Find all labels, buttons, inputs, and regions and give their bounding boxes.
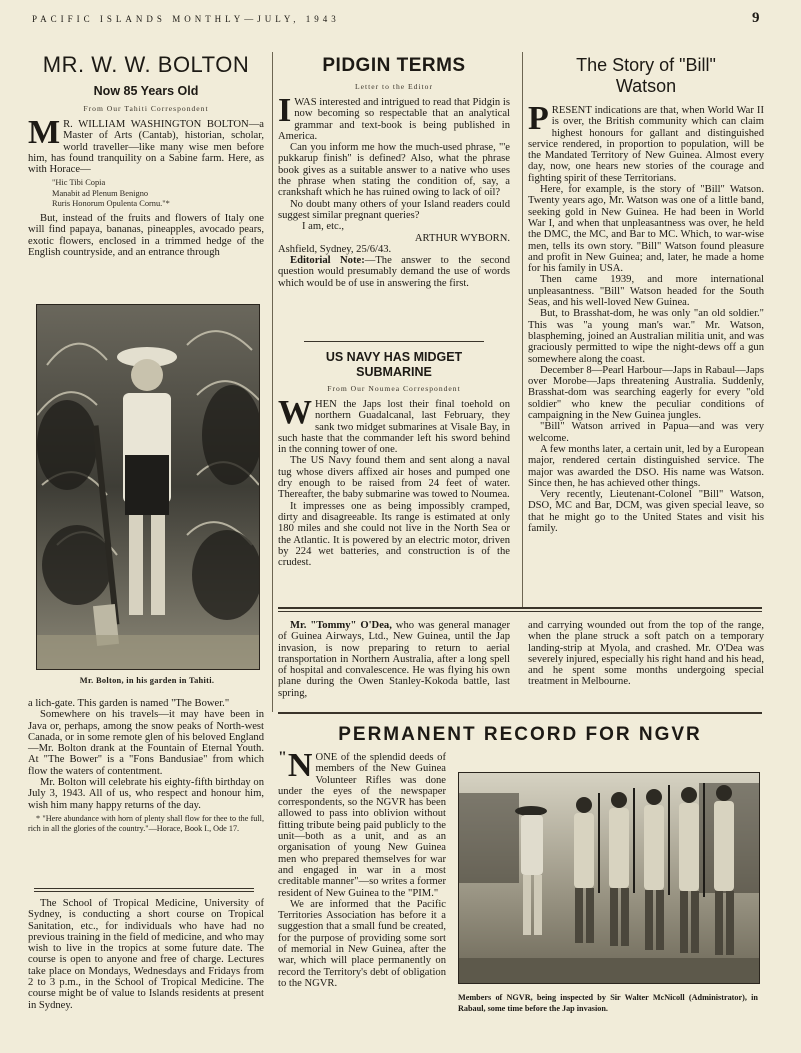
ngvr-body: " N ONE of the splendid deeds of members of the New Guinea Volunteer Rifles was done under the eyes of the newspaper correspondents, so the NGVR has been allowed to pass into oblivion without fitting tribute being paid publicly to the unit—both as a unit, and as an organisation of young New Guinea men who prepared themselves for war and engaged in war in a most creditable manner"—so writes a former resident of New Guinea to the "PIM." We are informed that the Pacific Territories Association has before it a suggestion that a small fund be created, for the purpose of providing some sort of memorial in New Guinea, after the war, which will place permanently on record the Territory's debt of obligation to the NGVR. bbox=[278, 747, 446, 989]
pidgin-title: PIDGIN TERMS bbox=[322, 55, 466, 76]
pidgin-article bbox=[278, 55, 510, 289]
ngvr-photo-illustration bbox=[459, 773, 759, 983]
bolton-byline: From Our Tahiti Correspondent bbox=[83, 104, 209, 113]
tropical-medicine-notice: The School of Tropical Medicine, University of Sydney, is conducting a short course on Tropical Sanitation, etc., for individuals who have had no previous training in the field of medicine, and who may wish to live in the tropics at some future date. The course is open to anyone and free of charge. Lectures take place on Mondays, Wednesdays and Fridays from 2 to 3 p.m., in the School of Tropical Medicine. The course might be of value to Islands residents at present in Sydney. bbox=[28, 898, 264, 1011]
running-head: PACIFIC ISLANDS MONTHLY—JULY, 1943 bbox=[32, 14, 340, 24]
bolton-article bbox=[28, 52, 264, 258]
drop-cap: M bbox=[28, 114, 61, 151]
navy-divider bbox=[304, 341, 484, 342]
bolton-photo-caption: Mr. Bolton, in his garden in Tahiti. bbox=[79, 676, 215, 685]
odea-notice-left: Mr. "Tommy" O'Dea, who was general manager of Guinea Airways, Ltd., New Guinea, until the Jap invasion, is now preparing to return to aerial transportation in Northern Australia, after a long spell of hospital and convalescence. He was flying his own plane during the Owen Stanley-Kokoda battle, last spring, bbox=[278, 620, 510, 699]
latin-verse: "Hic Tibi Copia Manabit ad Plenum Benigno Ruris Honorum Opulenta Cornu."* bbox=[52, 178, 170, 209]
watson-title: The Story of "Bill" Watson bbox=[576, 55, 716, 96]
garden-photo-illustration bbox=[37, 305, 259, 669]
drop-cap: I bbox=[278, 92, 292, 129]
odea-notice-right: and carrying wounded out from the top of the range, when the plane struck a soft patch on a temporary landing-strip at Myola, and crashed. Mr. O'Dea was severely injured, especially his right hand and his head, and he spent some months undergoing special treatment in Melbourne. bbox=[528, 620, 764, 688]
ngvr-inspection-photo bbox=[458, 772, 760, 984]
tropical-divider bbox=[34, 888, 254, 889]
odea-top-rule bbox=[278, 607, 762, 609]
bolton-footnote: * "Here abundance with horn of plenty shall flow for thee to the full, rich in all the glories of the country."—Horace, Book I., Ode 17. bbox=[28, 813, 264, 833]
odea-top-rule-2 bbox=[278, 611, 762, 612]
pidgin-byline: Letter to the Editor bbox=[355, 82, 433, 91]
drop-cap: W bbox=[278, 394, 312, 431]
navy-title: US NAVY HAS MIDGET SUBMARINE bbox=[325, 350, 463, 379]
navy-byline: From Our Noumea Correspondent bbox=[327, 384, 461, 393]
ngvr-photo-caption: Members of NGVR, being inspected by Sir Walter McNicoll (Administrator), in Rabaul, some time before the Jap invasion. bbox=[458, 993, 758, 1013]
drop-cap: P bbox=[528, 100, 549, 137]
navy-body: WHEN the Japs lost their final toehold on northern Guadalcanal, last February, they sank two midget submarines at Visale Bay, in such haste that the commander left his sword behind in the conning tower of one. The US Navy found them and sent along a naval tug whose divers affixed air hoses and pumped one dry enough to be raised from 24 feet of water. Thereafter, the baby submarine was towed to Noumea. It impresses one as being impossibly cramped, dirty and disagreeable. Its range is estimated at only 180 miles and she could not live in the North Sea or the Atlantic. It is powered by an electric motor, driven by 224 wet batteries, and construction is of the crudest. bbox=[278, 394, 510, 569]
bolton-subtitle: Now 85 Years Old bbox=[93, 84, 199, 98]
watson-body: PRESENT indications are that, when World War II is over, the British community which can claim highest honours for gallant and distinguished service rendered, in proportion to population, will be the Mandated Territory of New Guinea. Almost every day, now, one hears new stories of the courage and fighting spirit of these Territorians. Here, for example, is the story of "Bill" Watson. Twenty years ago, Mr. Watson was one of a little band, seeking gold in New Guinea. He had been in World War I, and when that unpleasantness was over, he held the DMC, the MC, and Bar to MC. Which, to war-wise men, tells its own story. "Bill" Watson found pleasure and profit in New Guinea; and, later, he made a home for his family in USA. Then came 1939, and more international unpleasantness. "Bill" Watson headed for the South Seas, and his well-loved New Guinea. But, to Brasshat-dom, he was only "an old soldier." This was "a young man's war." Mr. Watson, blaspheming, joined an Australian militia unit, and was graciously permitted to wipe the night-dews off a gun somewhere along the coast. December 8—Pearl Harbour—Japs in Rabaul—Japs over Morobe—Japs threatening Australia. Suddenly, Brasshat-dom was searching eagerly for every "old soldier" who knew the peculiar conditions of campaigning in the New Guinea jungles. "Bill" Watson arrived in Papua—and was very welcome. A few months later, a certain unit, led by a European major, rendered certain distinguished service. The major was awarded the DSO. His name was Watson. Since then, he has achieved other things. Very recently, Lieutenant-Colonel "Bill" Watson, DSO, MC and Bar, DCM, was given special leave, so that he might go to the United States and visit his family. bbox=[528, 100, 764, 534]
bolton-garden-photo bbox=[36, 304, 260, 670]
watson-article bbox=[528, 55, 764, 534]
ngvr-top-rule bbox=[278, 712, 762, 714]
tropical-divider-2 bbox=[34, 891, 254, 892]
drop-cap: N bbox=[287, 747, 313, 784]
bolton-title: MR. W. W. BOLTON bbox=[42, 52, 250, 77]
column-rule-1 bbox=[272, 52, 273, 712]
column-rule-2 bbox=[522, 52, 523, 608]
page-number: 9 bbox=[752, 10, 760, 26]
navy-article bbox=[278, 350, 510, 568]
bolton-body-top: M R. WILLIAM WASHINGTON BOLTON—a Master of Arts (Cantab), historian, scholar, world traveller—like many wise men before him, has found tranquility on a Sabine farm. Here, as with Horace— "Hic Tibi Copia Manabit ad Plenum Benigno Ruris Honorum Opulenta Cornu."* But, instead of the fruits and flowers of Italy one will find papaya, bananas, pineapples, avocado pears, exotic flowers, enclosed in a trimmed hedge of the English countryside, and an entrance through bbox=[28, 114, 264, 258]
bolton-body-bottom: a lich-gate. This garden is named "The Bower." Somewhere on his travels—it may have been in Java or, perhaps, among the snow peaks of North-west Canada, or in some remote glen of his beloved England—Mr. Bolton drank at the Fountain of Eternal Youth. At "The Bower" is a "Fons Bandusiae" from which flow the waters of contentment. Mr. Bolton will celebrate his eighty-fifth birthday on July 3, 1943. All of us, who respect and honour him, wish him many happy returns of the day. * "Here abundance with horn of plenty shall flow for thee to the full, rich in all the glories of the country."—Horace, Book I., Ode 17. bbox=[28, 698, 264, 833]
pidgin-body: IWAS interested and intrigued to read that Pidgin is now becoming so respectable that an analytical grammar and text-book is being published in America. Can you inform me how the much-used phrase, "'e pukkarup finish" is defined? Also, what the phrase book gives as a suitable answer to a native who uses the phrase when stating the condition of, say, a crankshaft which he has ruined owing to lack of oil? No doubt many others of your Island readers could suggest similar pregnant queries? I am, etc., ARTHUR WYBORN. Ashfield, Sydney, 25/6/43. Editorial Note:—The answer to the second question would presumably demand the use of words which would be of use in answering the first. bbox=[278, 92, 510, 289]
ngvr-title: PERMANENT RECORD FOR NGVR bbox=[338, 724, 702, 745]
